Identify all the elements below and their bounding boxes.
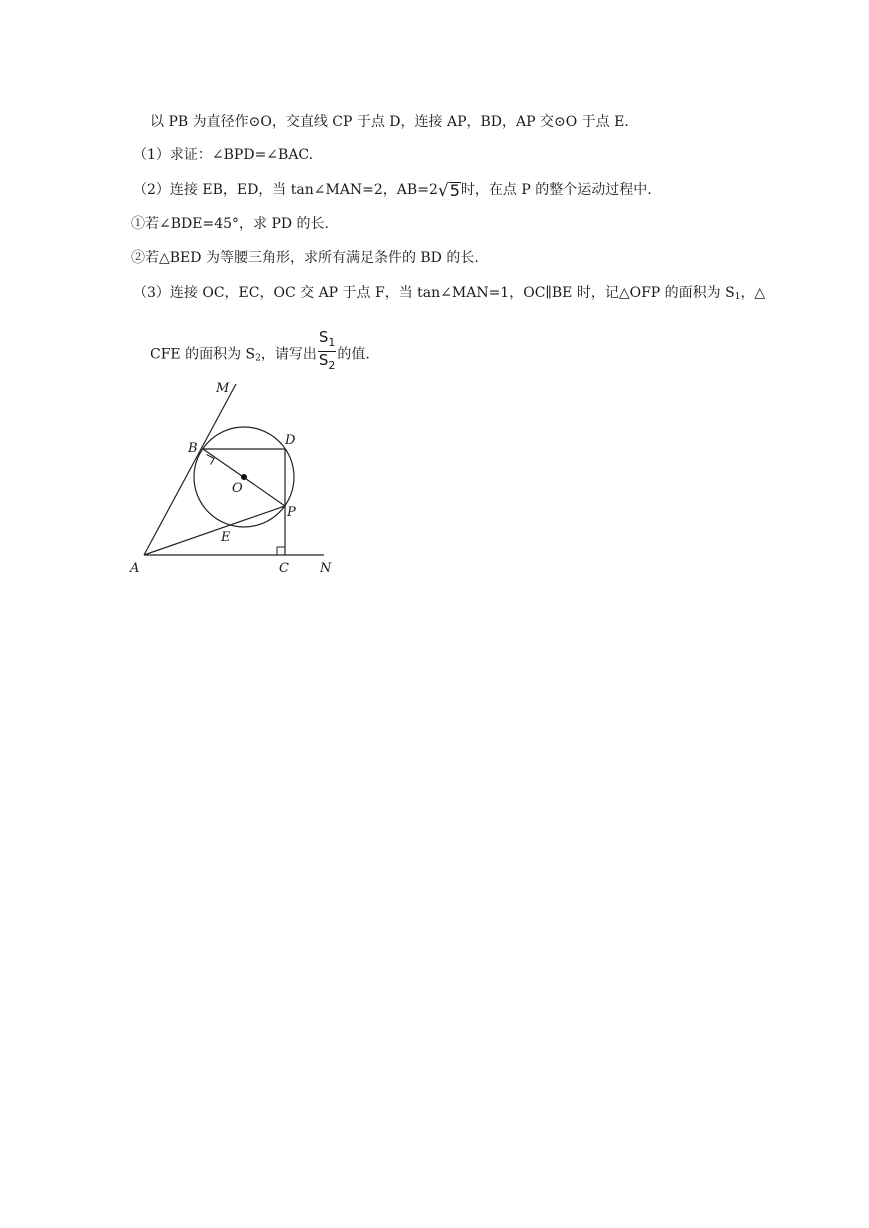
part-2-text-before: （2）连接 EB，ED，当 tan∠MAN=2，AB=2	[133, 182, 438, 198]
subscript-1: 1	[734, 292, 741, 302]
label-o: O	[232, 481, 243, 496]
part-3-line-2-mid: ，请写出	[260, 346, 317, 363]
label-d: D	[285, 433, 296, 448]
segment-ap	[144, 506, 285, 555]
right-angle-mark-c	[277, 547, 285, 555]
label-b: B	[188, 441, 198, 456]
part-2-question-2: ②若△BED 为等腰三角形，求所有满足条件的 BD 的长.	[131, 250, 479, 266]
label-p: P	[287, 505, 296, 520]
part-3-line-2-tail: 的值.	[337, 346, 370, 363]
label-e: E	[221, 530, 231, 545]
radicand: 5	[449, 181, 460, 200]
label-a: A	[130, 561, 140, 576]
center-point-o	[241, 474, 247, 480]
label-c: C	[279, 561, 289, 576]
part-3-line-2-text: CFE 的面积为 S	[150, 346, 256, 363]
label-n: N	[320, 561, 332, 576]
label-m: M	[216, 381, 230, 396]
fraction-denominator: $S_2$	[318, 351, 336, 372]
geometry-figure	[120, 378, 350, 578]
radical-sign: √	[437, 181, 449, 201]
part-3-statement-line-1	[133, 284, 765, 306]
part-2-text-after: 时，在点 P 的整个运动过程中.	[460, 182, 652, 198]
part-1-statement: （1）求证：∠BPD=∠BAC.	[133, 147, 314, 163]
fraction-numerator: $S_1$	[318, 329, 337, 352]
part-2-question-1: ①若∠BDE=45°，求 PD 的长.	[131, 216, 330, 232]
part-2-statement	[133, 181, 652, 201]
problem-intro: 以 PB 为直径作⊙O，交直线 CP 于点 D，连接 AP，BD，AP 交⊙O 于点 E.	[150, 114, 629, 130]
square-root-expression	[438, 182, 461, 201]
part-3-statement-line-2	[150, 328, 370, 377]
part-3-line-1-tail: ，△	[740, 285, 766, 301]
part-3-line-1-text: （3）连接 OC，EC，OC 交 AP 于点 F，当 tan∠MAN=1，OC∥BE 时，记△OFP 的面积为 S	[133, 285, 735, 301]
ratio-fraction	[318, 329, 337, 374]
subscript-2: 2	[255, 353, 261, 364]
